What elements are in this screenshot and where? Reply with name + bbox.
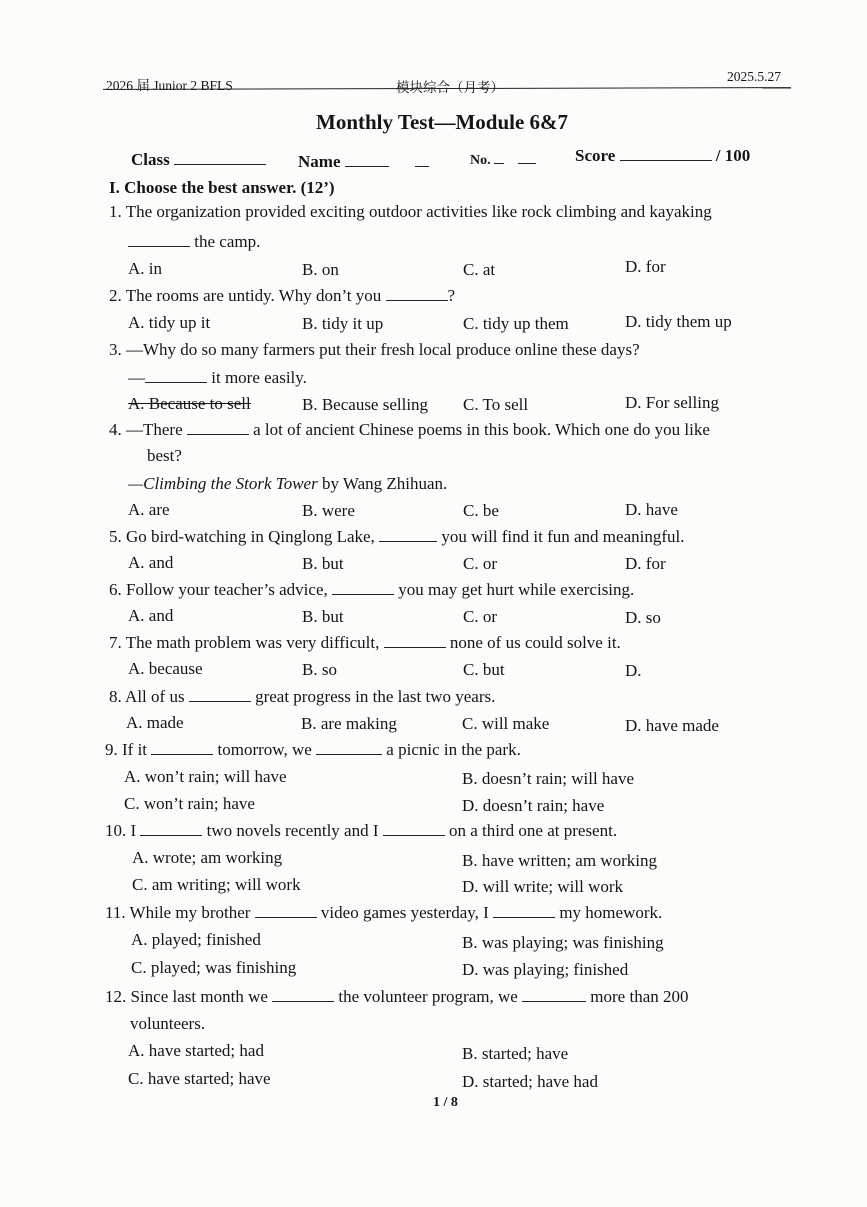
option-9d: D. doesn’t rain; have <box>462 796 605 815</box>
option-9c: C. won’t rain; have <box>124 794 255 813</box>
class-field <box>131 150 266 170</box>
answer-blank <box>255 903 317 918</box>
option-1b: B. on <box>302 260 339 279</box>
option-9b: B. doesn’t rain; will have <box>462 769 635 788</box>
name-blank-2 <box>415 152 429 167</box>
option-11d: D. was playing; finished <box>462 960 629 979</box>
no-label: No. <box>470 153 491 168</box>
option-7c: C. but <box>463 660 505 679</box>
option-3c: C. To sell <box>463 395 529 414</box>
header-date: 2025.5.27 <box>727 69 781 84</box>
answer-blank-2 <box>316 740 382 755</box>
question-11: 11. While my brother video games yesterday, I my homework. <box>105 903 663 922</box>
option-9a: A. won’t rain; will have <box>124 767 287 786</box>
option-2d: D. tidy them up <box>625 312 732 331</box>
option-11c: C. played; was finishing <box>131 958 297 977</box>
question-3-line2: — it more easily. <box>128 368 307 387</box>
question-10: 10. I two novels recently and I on a third one at present. <box>105 821 618 840</box>
option-4d: D. have <box>625 500 678 519</box>
option-12b: B. started; have <box>462 1044 569 1063</box>
option-7b: B. so <box>302 660 337 679</box>
option-6d: D. so <box>625 608 661 627</box>
section-heading: I. Choose the best answer. (12’) <box>109 178 335 197</box>
name-blank <box>345 152 389 167</box>
score-total: / 100 <box>715 146 751 165</box>
question-1: 1. The organization provided exciting outdoor activities like rock climbing and kayaking <box>109 202 712 221</box>
name-label: Name <box>298 152 341 171</box>
option-4b: B. were <box>302 501 355 520</box>
option-5c: C. or <box>463 554 497 573</box>
answer-blank <box>379 527 437 542</box>
option-5d: D. for <box>625 554 666 573</box>
option-8b: B. are making <box>301 714 397 733</box>
option-12d: D. started; have had <box>462 1072 598 1091</box>
score-blank <box>620 146 712 161</box>
answer-blank <box>272 987 334 1002</box>
answer-blank-2 <box>493 903 555 918</box>
question-4-line2: best? <box>147 446 182 465</box>
question-2: 2. The rooms are untidy. Why don’t you ? <box>109 286 456 305</box>
answer-blank <box>384 633 446 648</box>
option-12a: A. have started; had <box>128 1041 264 1060</box>
header-left: 2026 届 Junior 2 BFLS <box>106 78 233 93</box>
answer-blank <box>151 740 213 755</box>
option-8c: C. will make <box>462 714 550 733</box>
option-1a: A. in <box>128 259 162 278</box>
option-3b: B. Because selling <box>302 395 429 414</box>
page-title: Monthly Test—Module 6&7 <box>316 110 569 134</box>
answer-blank-2 <box>522 987 586 1002</box>
option-7d: D. <box>625 661 642 680</box>
question-7: 7. The math problem was very difficult, none of us could solve it. <box>109 633 621 652</box>
answer-blank-2 <box>383 821 445 836</box>
option-5a: A. and <box>128 553 174 572</box>
option-8a: A. made <box>126 713 184 732</box>
option-5b: B. but <box>302 554 344 573</box>
question-9: 9. If it tomorrow, we a picnic in the park. <box>105 740 521 759</box>
no-blank-2 <box>518 152 536 164</box>
score-field <box>575 146 750 166</box>
page-number: 1 / 8 <box>433 1095 458 1110</box>
question-6: 6. Follow your teacher’s advice, you may get hurt while exercising. <box>109 580 635 599</box>
no-blank <box>494 152 504 164</box>
option-6b: B. but <box>302 607 344 626</box>
option-10d: D. will write; will work <box>462 877 624 896</box>
option-7a: A. because <box>128 659 203 678</box>
class-blank <box>174 150 266 165</box>
answer-blank <box>128 232 190 247</box>
option-6a: A. and <box>128 606 174 625</box>
option-10c: C. am writing; will work <box>132 875 301 894</box>
name-field <box>298 152 429 172</box>
option-4a: A. are <box>128 500 170 519</box>
question-12: 12. Since last month we the volunteer program, we more than 200 <box>105 987 689 1006</box>
option-6c: C. or <box>463 607 497 626</box>
question-3: 3. —Why do so many farmers put their fresh local produce online these days? <box>109 340 640 359</box>
answer-blank <box>189 687 251 702</box>
option-1c: C. at <box>463 260 496 279</box>
option-12c: C. have started; have <box>128 1069 271 1088</box>
answer-blank <box>187 420 249 435</box>
question-4-answer: —Climbing the Stork Tower by Wang Zhihuan. <box>128 474 448 493</box>
answer-blank <box>332 580 394 595</box>
class-label: Class <box>131 150 170 169</box>
option-11b: B. was playing; was finishing <box>462 933 664 952</box>
option-1d: D. for <box>625 257 666 276</box>
option-2c: C. tidy up them <box>463 314 569 333</box>
option-8d: D. have made <box>625 716 719 735</box>
option-2b: B. tidy it up <box>302 314 384 333</box>
question-8: 8. All of us great progress in the last two years. <box>109 687 496 706</box>
question-5: 5. Go bird-watching in Qinglong Lake, you will find it fun and meaningful. <box>109 527 685 546</box>
option-10b: B. have written; am working <box>462 851 657 870</box>
answer-blank <box>145 368 207 383</box>
answer-blank <box>386 286 448 301</box>
option-11a: A. played; finished <box>131 930 261 949</box>
option-10a: A. wrote; am working <box>132 848 283 867</box>
question-4: 4. —There a lot of ancient Chinese poems in this book. Which one do you like <box>109 420 710 439</box>
option-3d: D. For selling <box>625 393 719 412</box>
option-2a: A. tidy up it <box>128 313 211 332</box>
question-12-line2: volunteers. <box>130 1014 206 1033</box>
answer-blank <box>140 821 202 836</box>
score-label: Score <box>575 146 616 165</box>
option-4c: C. be <box>463 501 499 520</box>
question-1-line2: the camp. <box>128 232 260 252</box>
option-3a: A. Because to sell <box>128 394 251 413</box>
no-field <box>470 152 536 169</box>
header-center: 模块综合（月考） <box>396 80 504 95</box>
